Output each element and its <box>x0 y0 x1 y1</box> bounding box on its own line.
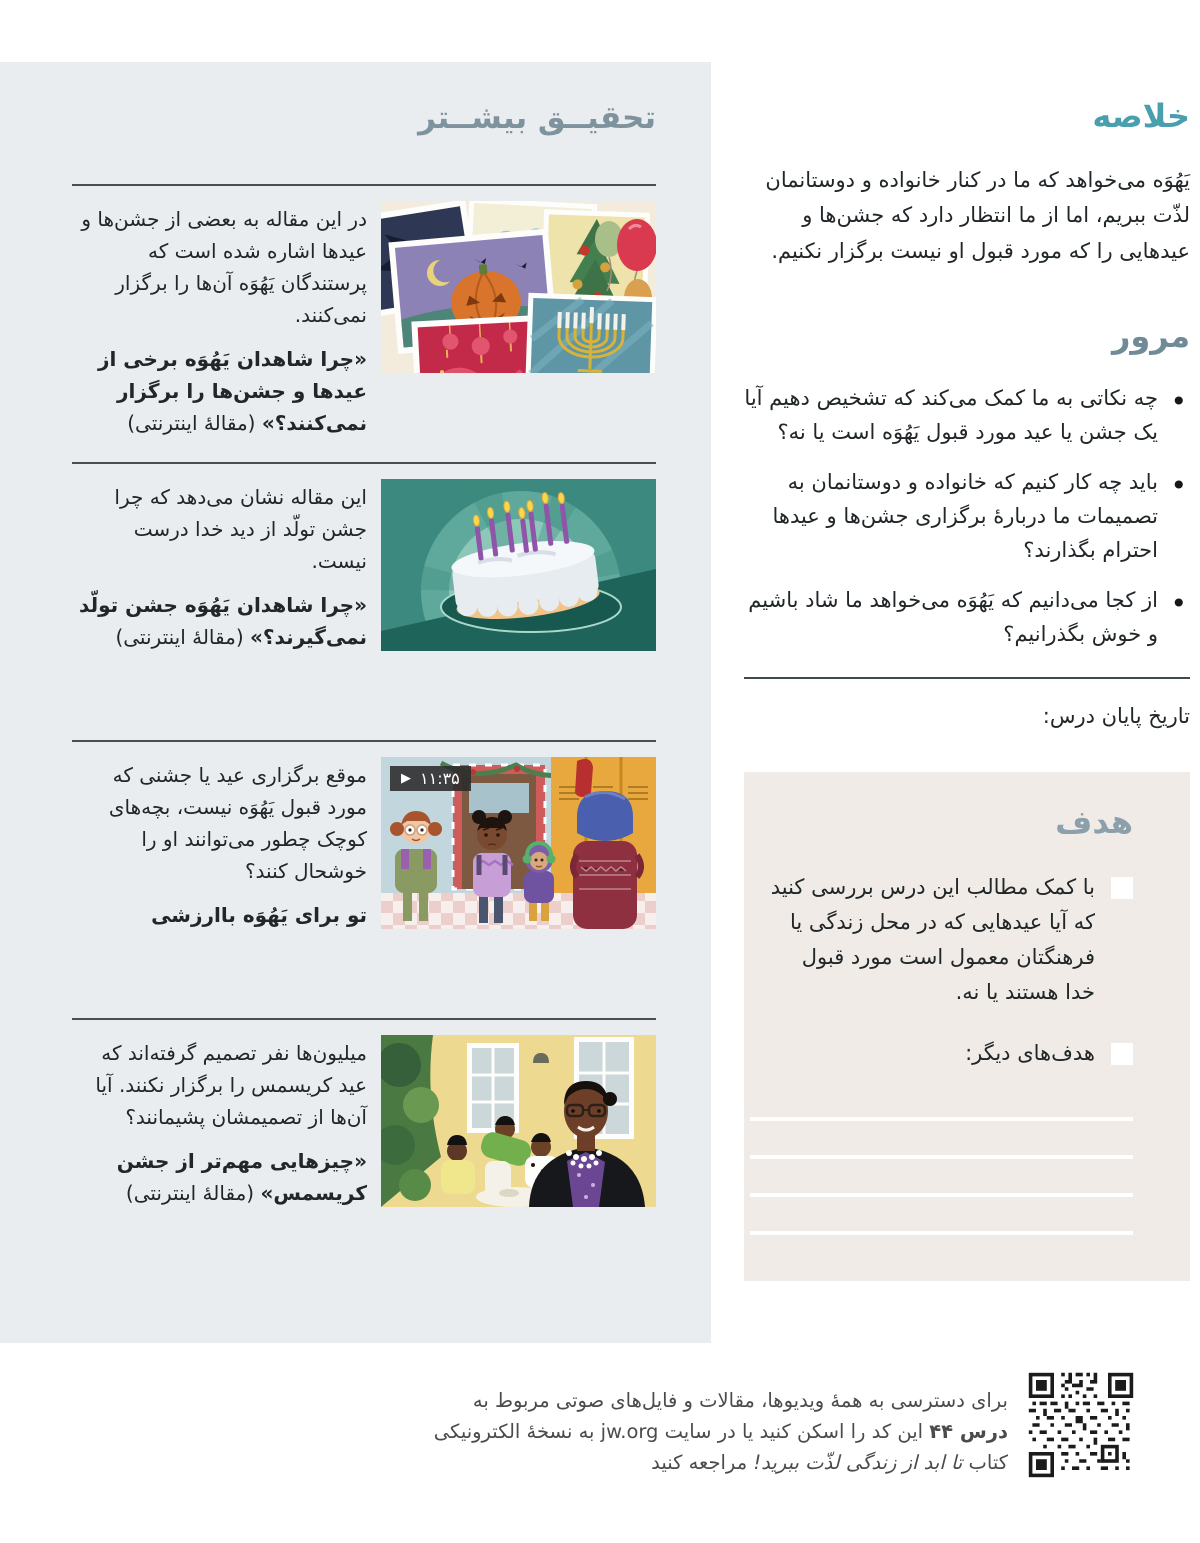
goal-item <box>766 870 1133 1011</box>
article-link[interactable]: «چیزهایی مهم‌تر از جشن کریسمس» <box>116 1148 367 1205</box>
research-item-birthday <box>72 462 656 740</box>
research-item-text <box>72 757 367 1018</box>
play-icon: ▶ <box>401 770 411 786</box>
video-duration: ۱۱:۳۵ <box>420 768 460 788</box>
research-item-desc: این مقاله نشان می‌دهد که چرا جشن تولّد از دید خدا درست نیست. <box>114 484 367 573</box>
family-gathering-image <box>381 1035 656 1207</box>
research-item-text <box>72 1035 367 1335</box>
holiday-cards-image <box>381 201 656 373</box>
birthday-cake-illustration <box>381 479 656 651</box>
research-item-holidays <box>72 184 656 462</box>
review-question: • باید چه کار کنیم که خانواده و دوستانمان به تصمیمات ما دربارهٔ برگزاری جشن‌ها و عیدها احترام بگذارند؟ <box>744 465 1190 567</box>
review-question: • از کجا می‌دانیم که یَهُوَه می‌خواهد ما شاد باشیم و خوش بگذرانیم؟ <box>744 583 1190 651</box>
qr-instruction-line: کتاب تا ابد از زندگی لذّت ببرید! مراجعه کنید <box>651 1450 1008 1474</box>
menorah-card <box>525 293 656 373</box>
goal-checkbox[interactable] <box>1111 877 1133 899</box>
research-item-text <box>72 479 367 740</box>
research-item-christmas <box>72 1018 656 1335</box>
qr-code-graphic <box>1027 1371 1135 1479</box>
research-item-text <box>72 201 367 462</box>
section-divider <box>744 677 1190 679</box>
completion-date-label: تاریخ پایان درس: <box>1042 703 1190 728</box>
goal-text: هدف‌های دیگر: <box>965 1040 1095 1065</box>
review-list <box>744 381 1190 651</box>
holiday-cards-illustration <box>381 201 656 373</box>
summary-body: یَهُوَه می‌خواهد که ما در کنار خانواده و دوستانمان لذّت ببریم، اما از ما انتظار دارد که جشن‌ها و عیدهایی را که مورد قبول او نیست برگزار نکنیم. <box>765 167 1190 264</box>
article-link[interactable]: «چرا شاهدان یَهُوَه برخی از عیدها و جشن‌ها را برگزار نمی‌کنند؟» <box>97 346 367 435</box>
video-duration-badge <box>390 766 471 791</box>
writing-line[interactable] <box>750 1121 1133 1159</box>
review-question: • چه نکاتی به ما کمک می‌کند که تشخیص دهیم آیا یک جشن یا عید مورد قبول یَهُوَه است یا نه؟ <box>744 381 1190 449</box>
writing-line[interactable] <box>750 1159 1133 1197</box>
research-panel <box>0 62 711 1343</box>
writing-line[interactable] <box>750 1197 1133 1235</box>
goal-item <box>766 1036 1133 1071</box>
article-type: (مقالهٔ اینترنتی) <box>127 410 262 435</box>
qr-instruction-line: برای دسترسی به همهٔ ویدیوها، مقالات و فایل‌های صوتی مربوط به <box>472 1389 1008 1412</box>
lesson-sidebar <box>744 0 1190 1281</box>
research-item-desc: میلیون‌ها نفر تصمیم گرفته‌اند که عید کریسمس را برگزار نکنند. آیا آن‌ها از تصمیمشان پشیمانند؟ <box>95 1040 367 1129</box>
summary-title: خلاصه <box>1092 97 1190 135</box>
video-thumbnail[interactable] <box>381 757 656 929</box>
girl-blue-hair <box>573 791 641 929</box>
goal-box <box>744 772 1190 1281</box>
goal-text: با کمک مطالب این درس بررسی کنید که آیا عیدهایی که در محل زندگی یا فرهنگتان معمول است مورد قبول خدا هستند یا نه. <box>770 874 1095 1005</box>
birthday-cake-image <box>381 479 656 651</box>
book-title: تا ابد از زندگی لذّت ببرید! <box>753 1450 963 1474</box>
family-gathering-illustration <box>381 1035 656 1207</box>
goal-title: هدف <box>1055 802 1133 841</box>
qr-instruction-line: درس ۴۴ این کد را اسکن کنید یا در سایت jw.org به نسخهٔ الکترونیکی <box>433 1419 1008 1443</box>
writing-lines <box>750 1083 1133 1235</box>
research-item-desc: در این مقاله به بعضی از جشن‌ها و عیدها اشاره شده است که پرستندگان یَهُوَه آن‌ها را برگزار نمی‌کنند. <box>81 206 367 327</box>
article-type: (مقالهٔ اینترنتی) <box>125 1180 261 1205</box>
qr-instructions <box>378 1386 1008 1478</box>
video-link[interactable]: تو برای یَهُوَه باارزشی <box>151 902 367 927</box>
research-item-desc: موقع برگزاری عید یا جشنی که مورد قبول یَهُوَه نیست، بچه‌های کوچک چطور می‌توانند او را خوشحال کنند؟ <box>108 762 367 883</box>
article-link[interactable]: «چرا شاهدان یَهُوَه جشن تولّد نمی‌گیرند؟» <box>79 592 367 649</box>
article-type: (مقالهٔ اینترنتی) <box>115 624 251 649</box>
goal-checkbox[interactable] <box>1111 1043 1133 1065</box>
research-title: تحقیــق بیشــتر <box>418 100 656 136</box>
qr-code <box>1027 1371 1135 1479</box>
review-title: مرور <box>1111 316 1190 355</box>
research-item-video <box>72 740 656 1018</box>
writing-line[interactable] <box>750 1083 1133 1121</box>
